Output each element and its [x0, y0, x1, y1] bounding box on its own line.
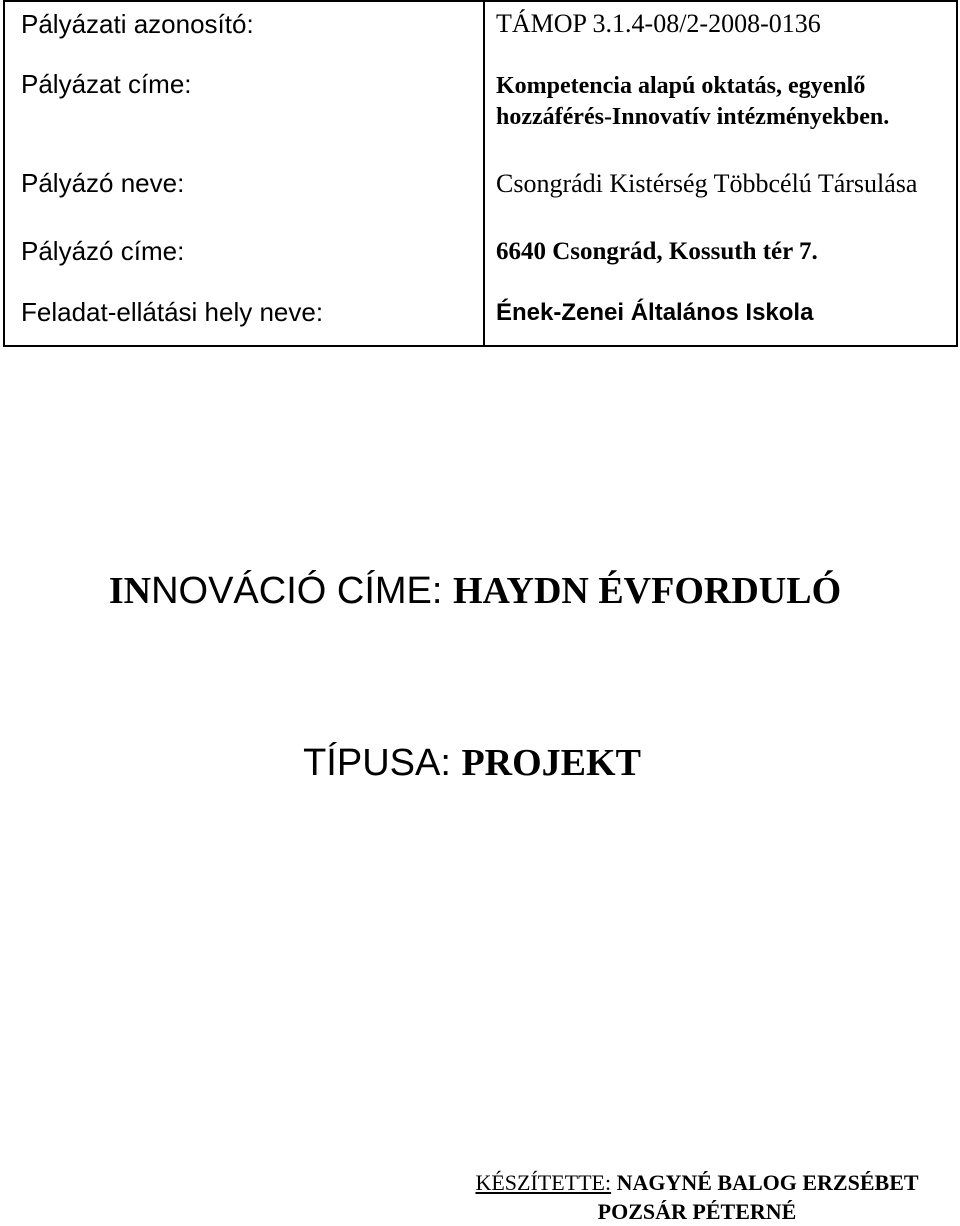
- innovation-label: NOVÁCIÓ CÍME:: [151, 570, 453, 612]
- type-label: TÍPUSA:: [303, 742, 462, 784]
- row-label-project-title: Pályázat címe:: [21, 69, 192, 99]
- row-label-applicant-address: Pályázó címe:: [21, 236, 185, 266]
- author-label: KÉSZÍTETTE:: [475, 1170, 612, 1195]
- row-value-project-title: Kompetencia alapú oktatás, egyenlő hozzáférés-Innovatív intézményekben.: [496, 73, 890, 130]
- row-value-applicant-name: Csongrádi Kistérség Többcélú Társulása: [496, 169, 918, 198]
- row-value-site-name: Ének-Zenei Általános Iskola: [496, 299, 814, 326]
- type-line: [0, 740, 952, 786]
- row-label-applicant-name: Pályázó neve:: [21, 168, 185, 198]
- author-name: NAGYNÉ BALOG ERZSÉBET POZSÁR PÉTERNÉ: [597, 1170, 919, 1224]
- author-block: [442, 1168, 952, 1226]
- project-info-table: [3, 0, 958, 347]
- row-value-applicant-address: 6640 Csongrád, Kossuth tér 7.: [496, 238, 818, 265]
- row-value-project-id: TÁMOP 3.1.4-08/2-2008-0136: [496, 9, 821, 38]
- innovation-value: HAYDN ÉVFORDULÓ: [453, 570, 842, 612]
- innovation-bold-prefix: IN: [108, 570, 152, 612]
- row-label-project-id: Pályázati azonosító:: [21, 9, 254, 39]
- table-column-divider: [483, 2, 485, 347]
- row-label-site-name: Feladat-ellátási hely neve:: [21, 297, 324, 327]
- type-value: PROJEKT: [461, 742, 641, 784]
- innovation-title: [0, 568, 955, 614]
